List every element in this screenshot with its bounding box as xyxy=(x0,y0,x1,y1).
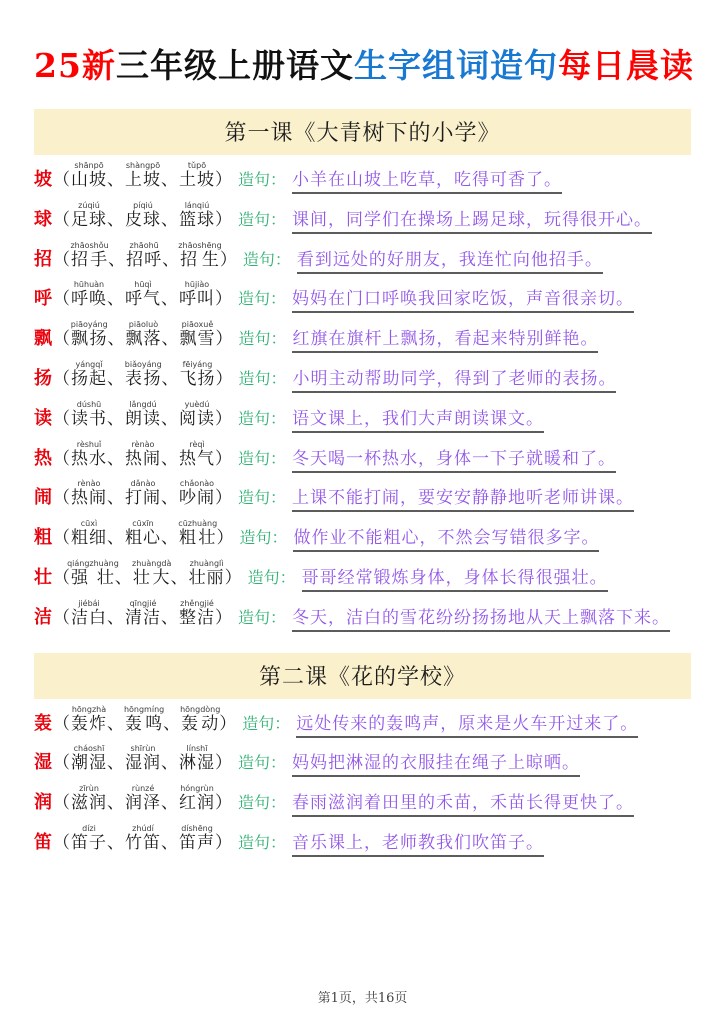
word-with-pinyin: 粗细cūxì xyxy=(71,519,107,549)
zaoju-label: 造句： xyxy=(238,368,287,388)
zaoju-label: 造句： xyxy=(247,567,296,587)
example-sentence: 远处传来的轰鸣声，原来是火车开过来了。 xyxy=(296,714,638,738)
zaoju-label: 造句： xyxy=(242,249,291,269)
word-with-pinyin: 足球zúqiú xyxy=(71,200,107,230)
pinyin-annotation: chǎonào xyxy=(179,479,215,489)
vocab-row xyxy=(34,599,691,637)
pinyin-annotation: shānpō xyxy=(71,161,107,170)
word-group: （热闹rènào、打闹dǎnào、吵闹chǎonào） xyxy=(53,479,233,509)
zaoju-label: 造句： xyxy=(238,607,287,627)
word-with-pinyin: 吵闹chǎonào xyxy=(179,479,215,509)
example-sentence: 小明主动帮助同学，得到了老师的表扬。 xyxy=(292,369,616,393)
vocab-char: 洁 xyxy=(34,606,52,628)
example-sentence: 妈妈把淋湿的衣服挂在绳子上晾晒。 xyxy=(292,753,580,777)
example-sentence: 妈妈在门口呼唤我回家吃饭，声音很亲切。 xyxy=(292,289,634,313)
pinyin-annotation: shīrùn xyxy=(125,744,161,754)
pinyin-annotation: piāoyáng xyxy=(70,320,108,330)
pinyin-annotation: hūjiào xyxy=(179,280,215,290)
pinyin-annotation: rùnzé xyxy=(125,784,161,794)
pinyin-annotation: biǎoyáng xyxy=(124,359,162,369)
vocab-row xyxy=(34,519,691,557)
zaoju-label: 造句： xyxy=(238,408,287,428)
vocab-char: 粗 xyxy=(34,527,52,549)
word-group: （热水rèshuǐ、热闹rènào、热气rèqì） xyxy=(53,439,233,469)
word-with-pinyin: 强壮qiángzhuàng xyxy=(67,558,119,588)
zaoju-label: 造句： xyxy=(238,170,287,189)
example-sentence: 冬天喝一杯热水，身体一下子就暖和了。 xyxy=(292,449,616,473)
example-sentence: 课间，同学们在操场上踢足球，玩得很开心。 xyxy=(292,210,652,234)
vocab-row xyxy=(34,201,691,239)
section-title: 第二课《花的学校》 xyxy=(34,653,691,699)
vocab-char: 轰 xyxy=(34,712,52,734)
word-with-pinyin: 呼气hūqì xyxy=(125,280,161,310)
zaoju-label: 造句： xyxy=(238,289,287,309)
example-sentence: 红旗在旗杆上飘扬，看起来特别鲜艳。 xyxy=(292,329,598,353)
pinyin-annotation: hóngrùn xyxy=(179,784,215,794)
word-with-pinyin: 轰鸣hōngmíng xyxy=(123,704,165,734)
page-number: 第1页，共16页 xyxy=(317,991,408,1006)
vocab-char: 笛 xyxy=(34,831,52,853)
zaoju-label: 造句： xyxy=(238,793,287,813)
pinyin-annotation: hōngmíng xyxy=(123,704,165,714)
vocab-row xyxy=(34,744,691,782)
word-with-pinyin: 打闹dǎnào xyxy=(125,479,161,509)
title-segment: 每日晨读 xyxy=(557,46,694,85)
example-sentence: 冬天，洁白的雪花纷纷扬扬地从天上飘落下来。 xyxy=(292,608,670,632)
vocab-char: 闹 xyxy=(34,487,52,509)
word-with-pinyin: 洁白jiébái xyxy=(71,598,107,628)
pinyin-annotation: fēiyáng xyxy=(179,359,216,369)
word-with-pinyin: 扬起yángqǐ xyxy=(71,359,107,389)
pinyin-annotation: rèshuǐ xyxy=(71,439,107,449)
word-with-pinyin: 壮大zhuàngdà xyxy=(132,558,172,588)
word-with-pinyin: 粗壮cūzhuàng xyxy=(178,519,218,549)
pinyin-annotation: cūxīn xyxy=(125,519,161,529)
pinyin-annotation: díshēng xyxy=(179,823,215,833)
pinyin-annotation: zhāoshēng xyxy=(178,240,222,250)
word-with-pinyin: 热闹rènào xyxy=(125,439,161,469)
vocab-row xyxy=(34,400,691,438)
pinyin-annotation: lánqiú xyxy=(179,200,215,210)
word-group: （粗细cūxì、粗心cūxīn、粗壮cūzhuàng） xyxy=(53,519,235,549)
vocab-row xyxy=(34,320,691,358)
word-with-pinyin: 招呼zhāohū xyxy=(126,240,163,270)
word-group: （洁白jiébái、清洁qīngjié、整洁zhěngjié） xyxy=(53,598,233,628)
pinyin-annotation: tǔpō xyxy=(179,161,215,170)
vocab-char: 读 xyxy=(34,407,52,429)
zaoju-label: 造句： xyxy=(238,329,287,349)
pinyin-annotation: yuèdú xyxy=(179,399,215,409)
example-sentence: 上课不能打闹，要安安静静地听老师讲课。 xyxy=(292,488,634,512)
vocab-row xyxy=(34,161,691,199)
pinyin-annotation: zīrùn xyxy=(71,784,107,794)
word-with-pinyin: 热气rèqì xyxy=(179,439,215,469)
pinyin-annotation: píqiú xyxy=(125,200,161,210)
pinyin-annotation: zhuànglì xyxy=(188,558,225,568)
word-group: （足球zúqiú、皮球píqiú、篮球lánqiú） xyxy=(53,200,233,230)
pinyin-annotation: zhāoshǒu xyxy=(70,240,109,250)
word-with-pinyin: 潮湿cháoshī xyxy=(71,744,107,774)
zaoju-label: 造句： xyxy=(238,753,287,773)
vocab-row xyxy=(34,440,691,478)
word-with-pinyin: 阅读yuèdú xyxy=(179,399,215,429)
zaoju-label: 造句： xyxy=(238,448,287,468)
pinyin-annotation: zhěngjié xyxy=(179,598,215,608)
pinyin-annotation: rènào xyxy=(71,479,107,489)
vocab-row xyxy=(34,241,691,279)
pinyin-annotation: cháoshī xyxy=(71,744,107,754)
pinyin-annotation: piāoxuě xyxy=(179,320,216,330)
pinyin-annotation: zhúdí xyxy=(125,823,161,833)
word-with-pinyin: 粗心cūxīn xyxy=(125,519,161,549)
pinyin-annotation: hōngzhà xyxy=(71,704,107,714)
pinyin-annotation: qiángzhuàng xyxy=(67,558,119,568)
word-with-pinyin: 飘雪piāoxuě xyxy=(179,320,216,350)
vocab-row xyxy=(34,559,691,597)
vocab-char: 招 xyxy=(34,248,52,270)
zaoju-label: 造句： xyxy=(238,209,287,229)
example-sentence: 哥哥经常锻炼身体，身体长得很强壮。 xyxy=(302,568,608,592)
vocab-row xyxy=(34,280,691,318)
example-sentence: 小羊在山坡上吃草，吃得可香了。 xyxy=(292,170,562,194)
word-with-pinyin: 飞扬fēiyáng xyxy=(179,359,216,389)
word-with-pinyin: 湿润shīrùn xyxy=(125,744,161,774)
word-group: （笛子dízi、竹笛zhúdí、笛声díshēng） xyxy=(53,823,233,853)
title-segment: 三年级上册语文 xyxy=(115,46,354,85)
word-with-pinyin: 笛子dízi xyxy=(71,823,107,853)
pinyin-annotation: lǎngdú xyxy=(125,399,161,409)
pinyin-annotation: yángqǐ xyxy=(71,359,107,369)
word-with-pinyin: 热闹rènào xyxy=(71,479,107,509)
word-group: （招手zhāoshǒu、招呼zhāohū、招生zhāoshēng） xyxy=(53,240,238,270)
word-group: （飘扬piāoyáng、飘落piāoluò、飘雪piāoxuě） xyxy=(53,320,234,350)
vocab-char: 壮 xyxy=(34,566,52,588)
word-with-pinyin: 竹笛zhúdí xyxy=(125,823,161,853)
word-group: （潮湿cháoshī、湿润shīrùn、淋湿línshī） xyxy=(53,744,233,774)
word-with-pinyin: 清洁qīngjié xyxy=(125,598,161,628)
pinyin-annotation: dǎnào xyxy=(125,479,161,489)
word-with-pinyin: 笛声díshēng xyxy=(179,823,215,853)
word-with-pinyin: 表扬biǎoyáng xyxy=(124,359,162,389)
pinyin-annotation: rèqì xyxy=(179,439,215,449)
pinyin-annotation: cūxì xyxy=(71,519,107,529)
word-group: （读书dúshū、朗读lǎngdú、阅读yuèdú） xyxy=(53,399,233,429)
vocab-char: 扬 xyxy=(34,367,52,389)
pinyin-annotation: zhuàngdà xyxy=(132,558,172,568)
word-group: （扬起yángqǐ、表扬biǎoyáng、飞扬fēiyáng） xyxy=(53,359,234,389)
word-with-pinyin: 润泽rùnzé xyxy=(125,784,161,814)
pinyin-annotation: hōngdòng xyxy=(180,704,221,714)
word-with-pinyin: 篮球lánqiú xyxy=(179,200,215,230)
word-group: （山坡shānpō、上坡shàngpō、土坡tǔpō） xyxy=(53,161,233,190)
zaoju-label: 造句： xyxy=(242,713,291,733)
vocab-row xyxy=(34,824,691,862)
pinyin-annotation: línshī xyxy=(179,744,215,754)
word-with-pinyin: 红润hóngrùn xyxy=(179,784,215,814)
vocab-row xyxy=(34,784,691,822)
vocab-char: 飘 xyxy=(34,328,52,350)
word-group: （轰炸hōngzhà、轰鸣hōngmíng、轰动hōngdòng） xyxy=(53,704,238,734)
section-rows xyxy=(34,705,691,862)
pinyin-annotation: dízi xyxy=(71,823,107,833)
lesson-section xyxy=(34,109,691,637)
word-with-pinyin: 呼叫hūjiào xyxy=(179,280,215,310)
vocab-char: 坡 xyxy=(34,169,52,190)
word-with-pinyin: 读书dúshū xyxy=(71,399,107,429)
pinyin-annotation: shàngpō xyxy=(125,161,161,170)
word-with-pinyin: 热水rèshuǐ xyxy=(71,439,107,469)
vocab-row xyxy=(34,705,691,743)
lesson-section xyxy=(34,653,691,862)
word-with-pinyin: 整洁zhěngjié xyxy=(179,598,215,628)
pinyin-annotation: jiébái xyxy=(71,598,107,608)
word-with-pinyin: 山坡shānpō xyxy=(71,161,107,190)
word-group: （呼唤hūhuàn、呼气hūqì、呼叫hūjiào） xyxy=(53,280,233,310)
vocab-char: 球 xyxy=(34,208,52,230)
word-group: （强壮qiángzhuàng、壮大zhuàngdà、壮丽zhuànglì） xyxy=(53,558,243,588)
pinyin-annotation: cūzhuàng xyxy=(178,519,218,529)
sections-container xyxy=(34,109,691,862)
vocab-char: 湿 xyxy=(34,752,52,774)
pinyin-annotation: zúqiú xyxy=(71,200,107,210)
zaoju-label: 造句： xyxy=(238,488,287,508)
pinyin-annotation: hūhuàn xyxy=(71,280,107,290)
title-segment: 25新 xyxy=(34,46,116,85)
word-with-pinyin: 轰炸hōngzhà xyxy=(71,704,107,734)
vocab-char: 呼 xyxy=(34,288,52,310)
word-with-pinyin: 皮球píqiú xyxy=(125,200,161,230)
word-with-pinyin: 呼唤hūhuàn xyxy=(71,280,107,310)
title-segment: 生字组词造句 xyxy=(353,46,558,85)
page-title xyxy=(34,40,694,87)
vocab-row xyxy=(34,479,691,517)
pinyin-annotation: hūqì xyxy=(125,280,161,290)
pinyin-annotation: piāoluò xyxy=(125,320,162,330)
word-group: （滋润zīrùn、润泽rùnzé、红润hóngrùn） xyxy=(53,784,233,814)
zaoju-label: 造句： xyxy=(239,528,288,548)
pinyin-annotation: qīngjié xyxy=(125,598,161,608)
word-with-pinyin: 上坡shàngpō xyxy=(125,161,161,190)
example-sentence: 春雨滋润着田里的禾苗，禾苗长得更快了。 xyxy=(292,793,634,817)
example-sentence: 做作业不能粗心，不然会写错很多字。 xyxy=(293,528,599,552)
example-sentence: 语文课上，我们大声朗读课文。 xyxy=(292,409,544,433)
vocab-char: 热 xyxy=(34,447,52,469)
vocab-char: 润 xyxy=(34,792,52,814)
word-with-pinyin: 滋润zīrùn xyxy=(71,784,107,814)
word-with-pinyin: 朗读lǎngdú xyxy=(125,399,161,429)
pinyin-annotation: rènào xyxy=(125,439,161,449)
word-with-pinyin: 飘扬piāoyáng xyxy=(70,320,108,350)
pinyin-annotation: dúshū xyxy=(71,399,107,409)
word-with-pinyin: 淋湿línshī xyxy=(179,744,215,774)
word-with-pinyin: 飘落piāoluò xyxy=(125,320,162,350)
word-with-pinyin: 招生zhāoshēng xyxy=(178,240,222,270)
zaoju-label: 造句： xyxy=(238,832,287,852)
section-title: 第一课《大青树下的小学》 xyxy=(34,109,691,155)
word-with-pinyin: 轰动hōngdòng xyxy=(180,704,221,734)
section-rows xyxy=(34,161,691,637)
vocab-row xyxy=(34,360,691,398)
pinyin-annotation: zhāohū xyxy=(126,240,163,250)
example-sentence: 音乐课上，老师教我们吹笛子。 xyxy=(292,833,544,857)
word-with-pinyin: 土坡tǔpō xyxy=(179,161,215,190)
word-with-pinyin: 壮丽zhuànglì xyxy=(188,558,225,588)
example-sentence: 看到远处的好朋友，我连忙向他招手。 xyxy=(297,250,603,274)
word-with-pinyin: 招手zhāoshǒu xyxy=(70,240,109,270)
